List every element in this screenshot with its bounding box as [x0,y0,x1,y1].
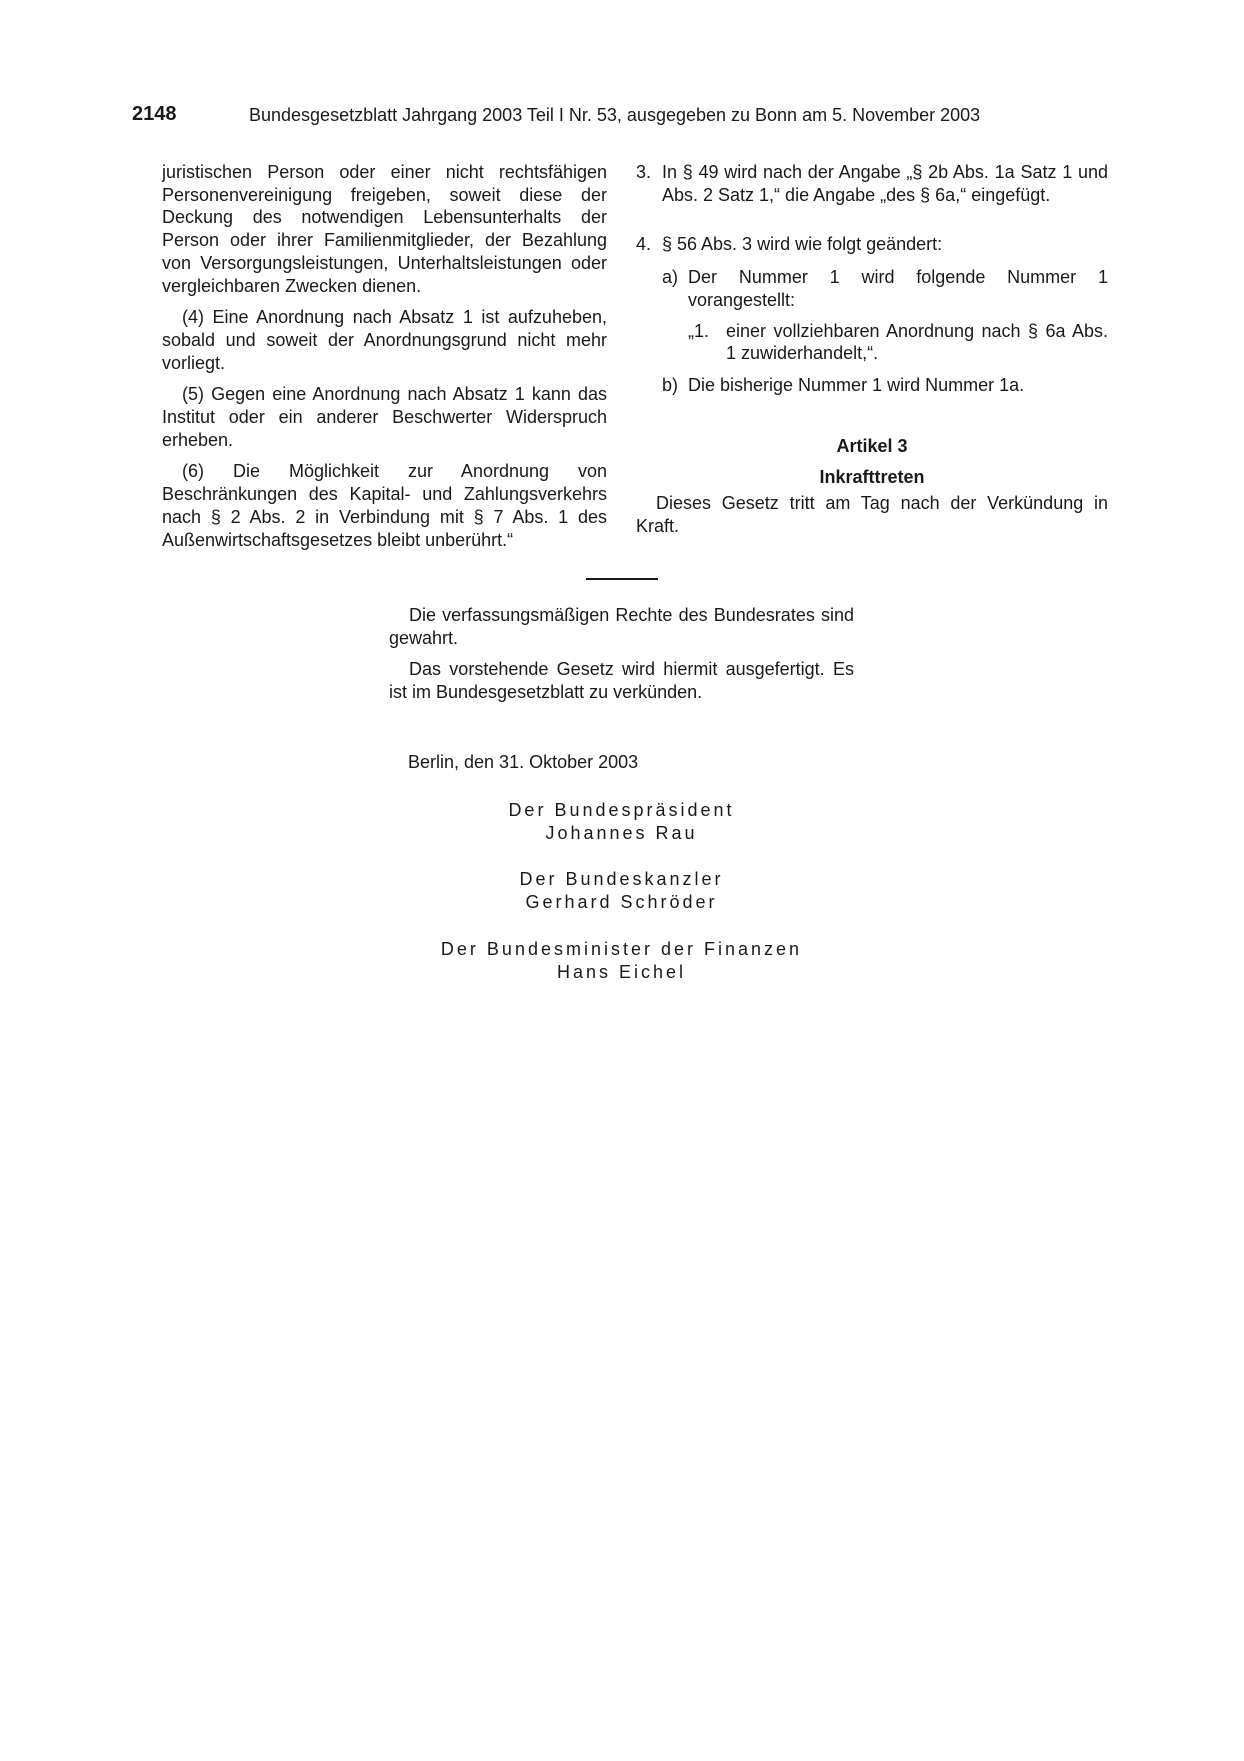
list-item-3-text: In § 49 wird nach der Angabe „§ 2b Abs. 1a Satz 1 und Abs. 2 Satz 1,“ die Angabe „des § 6a,“ eingefügt. [662,162,1108,205]
signatory-name: Hans Eichel [556,961,687,982]
list-item-3-number: 3. [636,162,652,182]
article-heading: Artikel 3 [836,435,908,456]
running-head: Bundesgesetzblatt Jahrgang 2003 Teil I Nr. 53, ausgegeben zu Bonn am 5. November 2003 [249,105,981,125]
sub-item-b [662,374,1108,397]
paragraph-6: (6) Die Möglichkeit zur Anordnung von Beschränkungen des Kapital- und Zahlungsverkehrs nach § 2 Abs. 2 in Verbindung mit § 7 Abs. 1 des Außenwirtschaftsgesetzes bleibt unberührt.“ [162,461,607,550]
list-item-4-text: § 56 Abs. 3 wird wie folgt geändert: [662,234,943,255]
section-divider [586,578,658,580]
sub-item-a [662,266,1108,311]
inserted-number-1 [688,320,1108,365]
sub-item-b-text: Die bisherige Nummer 1 wird Nummer 1a. [688,374,1025,395]
list-item-4 [636,233,1108,256]
sub-item-a-text: Der Nummer 1 wird folgende Nummer 1 vorangestellt: [688,267,1108,310]
continuation-paragraph: juristischen Person oder einer nicht rechtsfähigen Personenvereinigung freigeben, soweit diese der Deckung des notwendigen Lebensunterhalts der Person oder ihrer Familienmitglieder, der Bezahlung von Versorgungsleistungen, Unterhaltsleistungen oder vergleichbaren Zwecken dienen. [162,162,607,296]
signatory-title: Der Bundesminister der Finanzen [440,938,803,959]
signature-block [389,799,854,1007]
inserted-number-1-label: „1. [688,320,710,341]
closing-block [389,604,854,704]
signature-finance-minister [389,938,854,983]
sub-item-a-label: a) [662,267,679,288]
sub-item-b-label: b) [662,374,679,395]
article-title: Inkrafttreten [819,467,925,488]
signatory-title: Der Bundeskanzler [519,869,724,890]
paragraph-4: (4) Eine Anordnung nach Absatz 1 ist aufzuheben, sobald und soweit der Anordnungsgrund nicht mehr vorliegt. [162,307,607,373]
inserted-number-1-text: einer vollziehbaren Anordnung nach § 6a Abs. 1 zuwiderhandelt,“. [726,320,1108,364]
promulgation-statement: Das vorstehende Gesetz wird hiermit ausgefertigt. Es ist im Bundesgesetzblatt zu verkünden. [389,659,854,703]
signature-chancellor [389,868,854,913]
list-item-3 [636,161,1108,206]
rights-statement: Die verfassungsmäßigen Rechte des Bundesrates sind gewahrt. [389,605,854,648]
article-text: Dieses Gesetz tritt am Tag nach der Verkündung in Kraft. [636,493,1108,536]
signatory-name: Gerhard Schröder [525,892,718,913]
signatory-title: Der Bundespräsident [508,800,735,820]
right-column [636,161,1108,537]
signatory-name: Johannes Rau [545,822,698,843]
left-column [162,161,607,551]
paragraph-5: (5) Gegen eine Anordnung nach Absatz 1 kann das Institut oder ein anderer Beschwerter Widerspruch erheben. [162,384,607,450]
place-date: Berlin, den 31. Oktober 2003 [408,752,639,772]
page-number: 2148 [132,103,177,125]
signature-president [389,799,854,844]
list-item-4-number: 4. [636,234,652,255]
